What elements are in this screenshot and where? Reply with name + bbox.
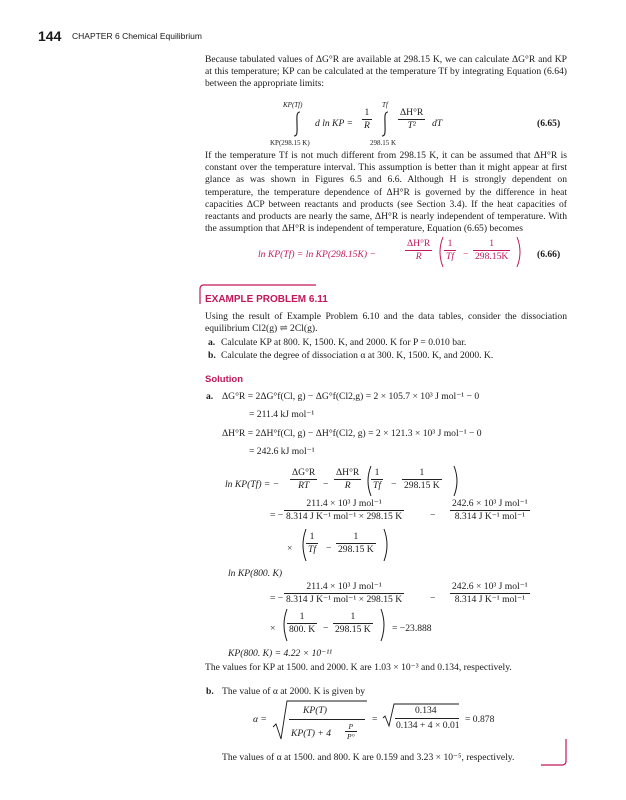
enthalpy-fraction: [398, 107, 425, 132]
v-f2: [450, 581, 530, 606]
eq666-inverse-tf: [444, 238, 456, 263]
general-f3-num: 1: [374, 467, 380, 478]
general-f3-den: Tf: [373, 480, 382, 492]
eq666-enthalpy-numerator: ΔH°R: [407, 238, 431, 249]
eq666-f1-num: 1: [447, 238, 453, 249]
alpha-result: = 0.878: [465, 714, 495, 725]
general-f2: [334, 467, 361, 492]
enthalpy-line: ΔH°R = 2ΔH°f(Cl, g) − ΔH°f(Cl2, g) = 2 × 121.3 × 10³ J mol⁻¹ − 0: [222, 428, 482, 439]
eq666-f2-num: 1: [489, 238, 495, 249]
v-f3-num: 1: [299, 611, 305, 622]
enthalpy-result: = 242.6 kJ mol⁻¹: [249, 446, 315, 457]
eq666-enthalpy-fraction: [405, 238, 432, 263]
eq666-f2-den: 298.15K: [475, 251, 509, 263]
general-minus-2: −: [391, 479, 397, 490]
sub-equals: = −: [270, 510, 284, 521]
solution-b-label: b.: [206, 686, 214, 697]
sub-f4-den: 298.15 K: [338, 544, 374, 556]
general-right-paren: [453, 465, 461, 497]
example-end-mark: [540, 738, 570, 768]
general-f2-den: R: [334, 479, 361, 492]
solution-heading: Solution: [205, 374, 243, 385]
sub-f4: [336, 531, 376, 556]
integral-upper-limit-2: Tf: [382, 101, 388, 109]
sub-times: ×: [287, 543, 293, 554]
general-f1: [290, 467, 317, 492]
solution-a-label: a.: [206, 391, 214, 402]
v-f1-den: 8.314 J K⁻¹ mol⁻¹ × 298.15 K: [286, 594, 403, 606]
v-f1-num: 211.4 × 10³ J mol⁻¹: [306, 581, 382, 592]
v-f3: [287, 611, 317, 636]
eq666-inverse-298: [473, 238, 510, 263]
v-f1: [284, 581, 404, 606]
eq666-f1-den: Tf: [446, 251, 455, 263]
alpha-p-den: P°: [347, 732, 355, 741]
chapter-title: CHAPTER 6 Chemical Equilibrium: [72, 31, 202, 41]
general-f2-num: ΔH°R: [336, 467, 360, 478]
page-number: 144: [38, 28, 62, 44]
coefficient-fraction: [362, 107, 372, 132]
part-b-label: b.: [208, 350, 216, 361]
coef-numerator: 1: [364, 107, 370, 118]
v-f2-num: 242.6 × 10³ J mol⁻¹: [452, 581, 528, 592]
paragraph-constant-enthalpy: If the temperature Tf is not much different from 298.15 K, it can be assumed that ΔH°R is constant over the temperature interval. This assumption is better than it might appear at first glance as was shown in Figures 6.5 and 6.6. Although H is strongly dependent on temperature, the temperature dependence of ΔH°R is governed by the difference in heat capacities ΔCP between reactants and products (see Section 3.4). If the heat capacities of reactants and products are nearly the same, ΔH°R is nearly independent of temperature. With the assumption that ΔH°R is independent of temperature, Equation (6.65) becomes: [205, 150, 567, 235]
sub-f3-num: 1: [309, 531, 315, 542]
sub-f4-num: 1: [353, 531, 359, 542]
integral-sign-2: [378, 110, 392, 138]
general-f3: [371, 467, 383, 492]
eq666-lhs: ln KP(Tf) = ln KP(298.15K) −: [258, 249, 376, 260]
general-f4: [402, 467, 442, 492]
general-f4-den: 298.15 K: [404, 480, 440, 492]
alpha-value-numerator: 0.134: [415, 705, 437, 716]
general-minus: −: [323, 479, 329, 490]
general-lnkp-lhs: ln KP(Tf) = −: [225, 479, 280, 490]
alpha-fraction-bar: [289, 719, 365, 720]
sub-f2-den: 8.314 J K⁻¹ mol⁻¹: [450, 510, 530, 523]
v-minus-2: −: [323, 623, 329, 634]
sub-right-paren: [383, 528, 391, 562]
example-problem-text: Using the result of Example Problem 6.10 and the data tables, consider the dissociation equilibrium Cl2(g) ⇌ 2Cl(g).: [205, 311, 567, 335]
ln-kp-800-label: ln KP(800. K): [228, 568, 283, 579]
eq666-left-paren: [436, 236, 444, 268]
kp-values-text: The values for KP at 1500. and 2000. K are 1.03 × 10⁻³ and 0.134, respectively.: [205, 662, 512, 673]
sub-minus: −: [430, 510, 436, 521]
integral-sign-1: [290, 110, 304, 138]
v-times: ×: [270, 623, 276, 634]
general-f1-num: ΔG°R: [292, 467, 316, 478]
equation-number-6-66: (6.66): [537, 249, 561, 260]
alpha-final-text: The values of α at 1500. and 800. K are 0.159 and 3.23 × 10⁻⁵, respectively.: [222, 752, 515, 763]
sub-f1-num: 211.4 × 10³ J mol⁻¹: [306, 498, 382, 509]
alpha-equals: =: [372, 714, 378, 725]
intro-paragraph: Because tabulated values of ΔG°R are available at 298.15 K, we can calculate ΔG°R and KP at this temperature; KP can be calculated at the temperature Tf by integrating Equation (6.64) between the appropriate limits:: [205, 54, 567, 90]
alpha-numerator: KP(T): [303, 705, 327, 716]
eq666-enthalpy-denominator: R: [405, 250, 432, 263]
integral-lower-limit-1: KP(298.15 K): [270, 139, 310, 147]
enthalpy-numerator: ΔH°R: [400, 107, 424, 118]
eq666-minus: −: [463, 249, 469, 260]
sub-f1: [284, 498, 404, 523]
v-f4-den: 298.15 K: [335, 624, 371, 636]
v-f4-num: 1: [350, 611, 356, 622]
part-a-label: a.: [208, 337, 216, 348]
equation-number-6-65: (6.65): [537, 118, 561, 129]
part-b-text: Calculate the degree of dissociation α at 300. K, 1500. K, and 2000. K.: [221, 350, 494, 361]
v-f3-den: 800. K: [289, 624, 316, 636]
alpha-pressure-ratio: [345, 722, 357, 741]
kp-800-result: KP(800. K) = 4.22 × 10⁻¹¹: [228, 648, 332, 659]
v-minus: −: [430, 593, 436, 604]
v-equals: = −: [270, 593, 284, 604]
v-f2-den: 8.314 J K⁻¹ mol⁻¹: [450, 593, 530, 606]
v-right-paren: [380, 608, 388, 642]
sub-f3: [306, 531, 318, 556]
enthalpy-denominator: T²: [398, 119, 425, 132]
sub-f3-den: Tf: [308, 544, 317, 556]
gibbs-result: = 211.4 kJ mol⁻¹: [249, 409, 315, 420]
integrand-1: d ln KP =: [315, 118, 354, 129]
example-title: EXAMPLE PROBLEM 6.11: [205, 294, 328, 305]
sub-f1-den: 8.314 J K⁻¹ mol⁻¹ × 298.15 K: [286, 511, 403, 523]
part-a-text: Calculate KP at 800. K, 1500. K, and 2000. K for P = 0.010 bar.: [221, 337, 467, 348]
alpha-value-denominator: 0.134 + 4 × 0.01: [396, 720, 460, 731]
alpha-value-bar: [395, 718, 459, 719]
sub-f2-num: 242.6 × 10³ J mol⁻¹: [452, 498, 528, 509]
sub-f2: [450, 498, 530, 523]
gibbs-line: ΔG°R = 2ΔG°f(Cl, g) − ΔG°f(Cl2,g) = 2 × 105.7 × 10³ J mol⁻¹ − 0: [222, 391, 480, 402]
alpha-denominator: KP(T) + 4: [291, 728, 332, 739]
v-f4: [333, 611, 373, 636]
part-b-intro: The value of α at 2000. K is given by: [222, 686, 366, 697]
alpha-p-num: P: [348, 722, 354, 731]
coef-denominator: R: [364, 120, 370, 132]
differential-dt: dT: [432, 118, 443, 129]
eq666-right-paren: [516, 236, 524, 268]
alpha-lhs: α =: [253, 714, 267, 725]
sub-minus-2: −: [326, 543, 332, 554]
integral-upper-limit-1: KP(Tf): [283, 101, 303, 109]
v-result: = −23.888: [392, 623, 432, 634]
general-f1-den: RT: [290, 479, 317, 492]
general-f4-num: 1: [419, 467, 425, 478]
integral-lower-limit-2: 298.15 K: [370, 139, 397, 147]
